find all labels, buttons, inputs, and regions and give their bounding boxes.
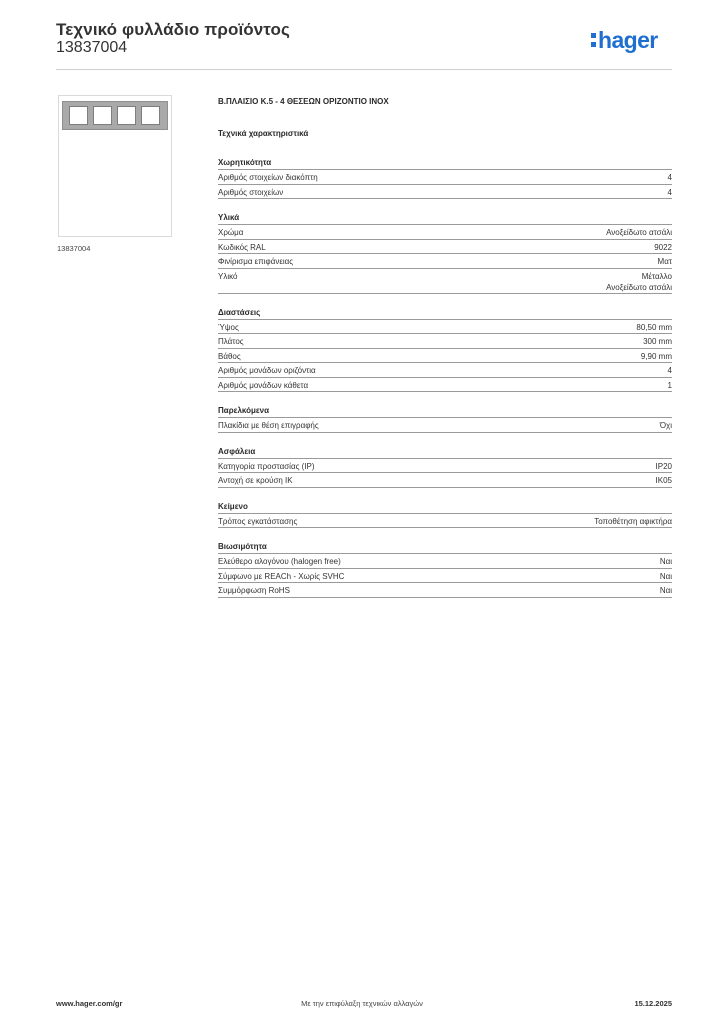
spec-sheet (218, 96, 672, 598)
spec-value: Μέταλλο (641, 271, 672, 281)
spec-label: Πλάτος (218, 337, 244, 346)
spec-row (218, 225, 672, 240)
spec-row (218, 583, 672, 598)
spec-value: 4 (667, 173, 672, 182)
spec-value: IK05 (655, 476, 672, 485)
spec-section (218, 211, 672, 294)
spec-label: Βάθος (218, 351, 241, 361)
spec-section (218, 540, 672, 598)
spec-heading: Τεχνικά χαρακτηριστικά (218, 129, 309, 138)
spec-value: Ανοξείδωτο ατσάλι (606, 228, 672, 237)
spec-value-cell (668, 172, 672, 183)
spec-row (218, 418, 672, 433)
spec-value-cell (660, 571, 672, 582)
spec-label: Κατηγορία προστασίας (IP) (218, 461, 315, 471)
spec-row (218, 320, 672, 335)
spec-value-cell (660, 556, 672, 567)
spec-label: Κωδικός RAL (218, 242, 266, 252)
spec-value: 4 (667, 366, 672, 375)
spec-section (218, 306, 672, 393)
spec-label: Χρώμα (218, 228, 244, 237)
spec-row (218, 269, 672, 294)
section-title: Χωρητικότητα (218, 156, 672, 170)
spec-row (218, 378, 672, 393)
spec-label: Αριθμός μονάδων κάθετα (218, 380, 309, 390)
spec-row (218, 473, 672, 488)
spec-row (218, 363, 672, 378)
spec-sections (218, 156, 672, 598)
product-name: Β.ΠΛΑΙΣΙΟ Κ.5 - 4 ΘΕΣΕΩΝ ΟΡΙΖΟΝΤΙΟ ΙΝΟΧ (218, 97, 389, 106)
product-image (58, 95, 172, 237)
spec-row (218, 254, 672, 269)
spec-label: Ύψος (218, 322, 239, 332)
header-divider (56, 69, 672, 70)
spec-label: Αντοχή σε κρούση IK (218, 476, 293, 485)
spec-value-cell (654, 242, 672, 253)
spec-row (218, 185, 672, 200)
frame-slot (69, 106, 88, 125)
spec-row (218, 240, 672, 255)
section-title: Υλικά (218, 211, 672, 225)
spec-row (218, 349, 672, 364)
section-title: Ασφάλεια (218, 445, 672, 459)
spec-value: Όχι (659, 421, 672, 430)
spec-section (218, 445, 672, 488)
hager-logo[interactable] (591, 29, 658, 52)
logo-text: hager (598, 27, 658, 53)
section-title: Διαστάσεις (218, 306, 672, 320)
spec-value: 80,50 mm (636, 322, 672, 332)
spec-label: Πλακίδια με θέση επιγραφής (218, 421, 319, 430)
frame-slot (141, 106, 160, 125)
logo-colon-icon (591, 33, 596, 47)
spec-row (218, 514, 672, 529)
section-title: Κείμενο (218, 500, 672, 514)
spec-label: Αριθμός στοιχείων (218, 187, 284, 197)
spec-row (218, 170, 672, 185)
spec-value-cell (606, 227, 672, 238)
footer-note: Με την επιφύλαξη τεχνικών αλλαγών (301, 999, 423, 1008)
spec-value-cell (660, 585, 672, 596)
spec-label: Αριθμός μονάδων οριζόντια (218, 366, 316, 375)
spec-value: IP20 (655, 461, 672, 471)
spec-value: Ναι (659, 571, 672, 581)
product-code-header: 13837004 (56, 39, 128, 56)
spec-value-cell (641, 351, 672, 362)
spec-value: 1 (667, 380, 672, 390)
spec-value: 4 (667, 187, 672, 197)
frame-slot (117, 106, 136, 125)
spec-row (218, 459, 672, 474)
spec-value-cell (658, 256, 672, 267)
spec-row (218, 554, 672, 569)
spec-value: 300 mm (643, 337, 672, 346)
spec-value-cell (636, 322, 672, 333)
spec-section (218, 500, 672, 529)
frame-plate-graphic (62, 101, 168, 130)
spec-value-cell (668, 365, 672, 376)
spec-value-cell (668, 187, 672, 198)
frame-slot (93, 106, 112, 125)
spec-label: Αριθμός στοιχείων διακόπτη (218, 173, 318, 182)
spec-row (218, 334, 672, 349)
spec-value: Τοποθέτηση αφικτήρα (594, 516, 672, 526)
spec-label: Συμμόρφωση RoHS (218, 586, 290, 595)
spec-value: 9022 (654, 242, 672, 252)
image-caption: 13837004 (57, 244, 91, 253)
spec-value-cell (656, 475, 672, 486)
spec-value: 9,90 mm (640, 351, 672, 361)
spec-label: Ελεύθερο αλογόνου (halogen free) (218, 557, 341, 566)
section-title: Βιωσιμότητα (218, 540, 672, 554)
spec-value: Ναι (659, 557, 672, 566)
footer-url[interactable]: www.hager.com/gr (56, 999, 123, 1008)
spec-value-cell (643, 336, 672, 347)
spec-section (218, 156, 672, 199)
footer-date: 15.12.2025 (634, 999, 672, 1008)
spec-section (218, 404, 672, 433)
spec-row (218, 569, 672, 584)
spec-value-cell (668, 380, 672, 391)
spec-value: Ματ (657, 257, 672, 266)
spec-value: Ναι (659, 586, 672, 595)
spec-label: Υλικό (218, 271, 238, 281)
spec-value-cell (660, 420, 672, 431)
spec-label: Σύμφωνο με REACh - Χωρίς SVHC (218, 571, 345, 581)
spec-value-secondary: Ανοξείδωτο ατσάλι (606, 282, 672, 292)
spec-value-cell (606, 271, 672, 293)
spec-value-cell (656, 461, 672, 472)
section-title: Παρελκόμενα (218, 404, 672, 418)
spec-value-cell (594, 516, 672, 527)
spec-label: Τρόπος εγκατάστασης (218, 516, 298, 526)
spec-label: Φινίρισμα επιφάνειας (218, 257, 294, 266)
document-title: Τεχνικό φυλλάδιο προϊόντος (56, 20, 290, 39)
